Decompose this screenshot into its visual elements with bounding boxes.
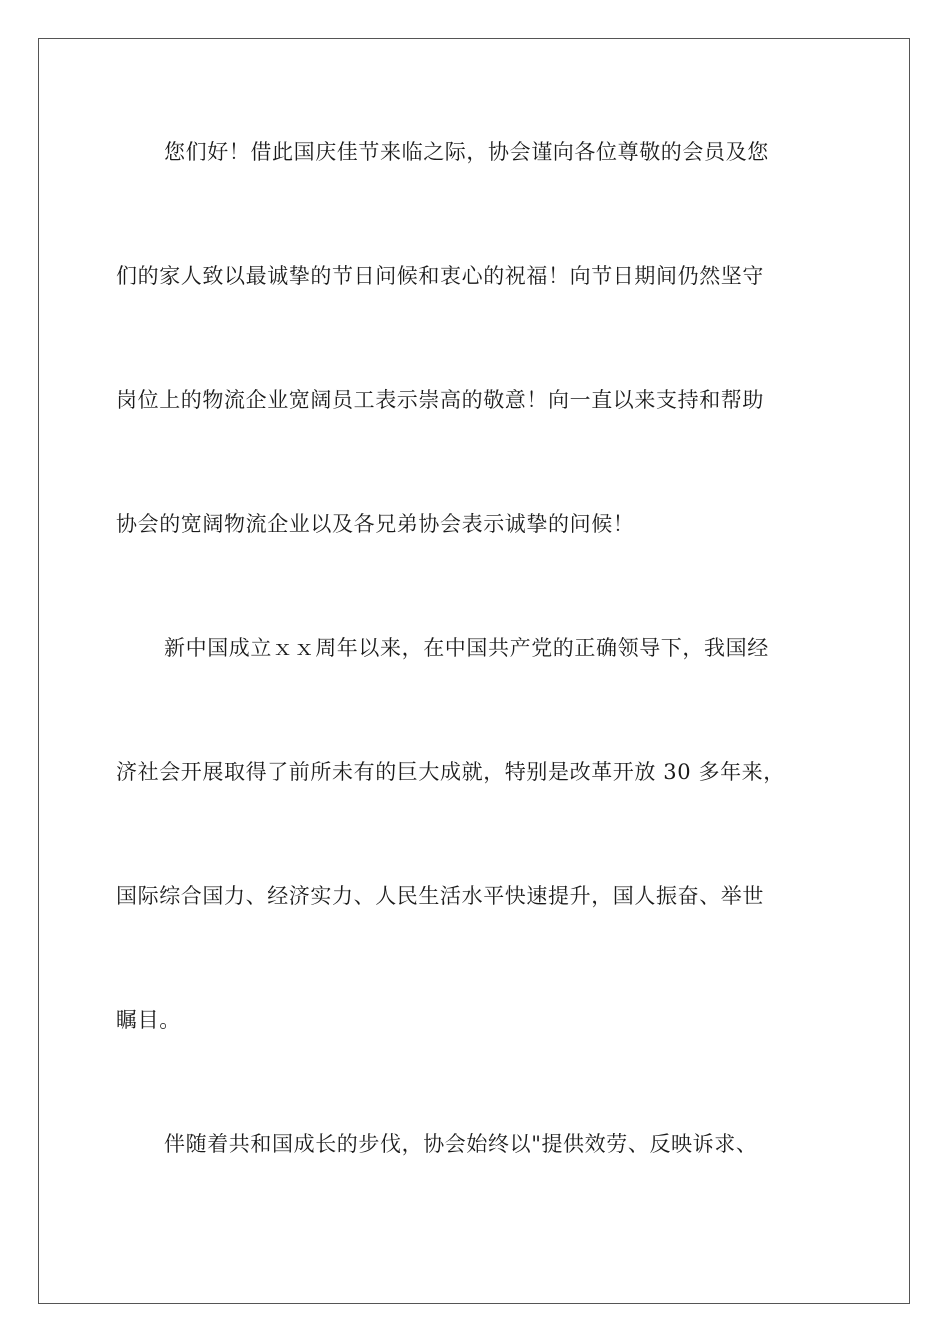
paragraph-1-line-1: 您们好！借此国庆佳节来临之际，协会谨向各位尊敬的会员及您 [164,140,769,164]
paragraph-1-line-3: 岗位上的物流企业宽阔员工表示崇高的敬意！向一直以来支持和帮助 [116,388,764,412]
paragraph-2-line-3: 国际综合国力、经济实力、人民生活水平快速提升，国人振奋、举世 [116,884,764,908]
paragraph-3-line-1: 伴随着共和国成长的步伐，协会始终以"提供效劳、反映诉求、 [164,1132,758,1156]
page-border [38,38,910,1304]
paragraph-2-line-4: 瞩目。 [116,1008,181,1032]
paragraph-1-line-2: 们的家人致以最诚挚的节日问候和衷心的祝福！向节日期间仍然坚守 [116,264,764,288]
paragraph-2-line-2: 济社会开展取得了前所未有的巨大成就，特别是改革开放 30 多年来， [116,760,785,784]
paragraph-2-line-1: 新中国成立ｘｘ周年以来，在中国共产党的正确领导下，我国经 [164,636,769,660]
paragraph-1-line-4: 协会的宽阔物流企业以及各兄弟协会表示诚挚的问候！ [116,512,635,536]
